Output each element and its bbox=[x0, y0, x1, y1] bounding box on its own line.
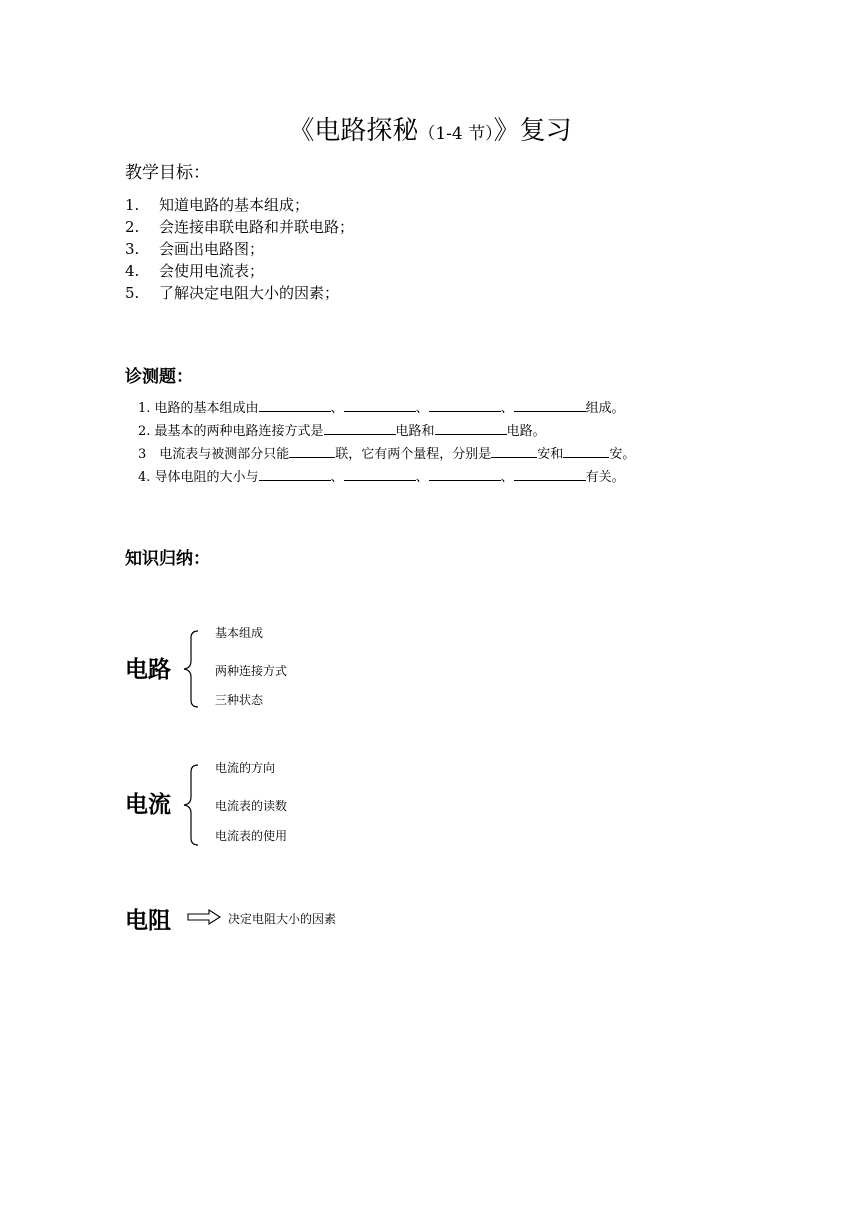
circuit-item: 基本组成 bbox=[215, 626, 264, 640]
current-label: 电流 bbox=[125, 791, 171, 818]
title-suffix: 》复习 bbox=[493, 116, 572, 146]
goal-item: 4. 会使用电流表； bbox=[125, 262, 265, 280]
question-2: 2. 最基本的两种电路连接方式是 电路和 电路。 bbox=[138, 420, 635, 443]
goals-heading: 教学目标： bbox=[125, 163, 210, 183]
answer-blank[interactable] bbox=[514, 398, 586, 412]
knowledge-heading: 知识归纳： bbox=[125, 549, 210, 569]
answer-blank[interactable] bbox=[514, 467, 586, 481]
question-3: 3 电流表与被测部分只能 联，它有两个量程，分别是 安和 安。 bbox=[138, 443, 635, 466]
circuit-label: 电路 bbox=[125, 656, 171, 683]
answer-blank[interactable] bbox=[324, 421, 396, 435]
answer-blank[interactable] bbox=[429, 467, 501, 481]
goals-list bbox=[125, 194, 354, 304]
question-4: 4. 导体电阻的大小与 、 、 、 有关。 bbox=[138, 466, 635, 489]
answer-blank[interactable] bbox=[563, 444, 609, 458]
arrow-right-icon bbox=[187, 909, 221, 925]
circuit-item: 三种状态 bbox=[215, 693, 264, 707]
answer-blank[interactable] bbox=[429, 398, 501, 412]
answer-blank[interactable] bbox=[344, 467, 416, 481]
goal-item: 1. 知道电路的基本组成； bbox=[125, 196, 310, 214]
answer-blank[interactable] bbox=[289, 444, 335, 458]
current-item: 电流的方向 bbox=[215, 761, 276, 775]
current-item: 电流表的读数 bbox=[215, 799, 288, 813]
diagnostic-questions bbox=[138, 397, 635, 489]
answer-blank[interactable] bbox=[435, 421, 507, 435]
answer-blank[interactable] bbox=[259, 467, 331, 481]
brace-icon bbox=[182, 630, 200, 708]
answer-blank[interactable] bbox=[344, 398, 416, 412]
brace-icon bbox=[182, 764, 200, 846]
title-main: 《电路探秘 bbox=[288, 116, 419, 146]
title-section-range: （1-4 节） bbox=[418, 124, 494, 144]
resistance-label: 电阻 bbox=[125, 907, 171, 934]
answer-blank[interactable] bbox=[491, 444, 537, 458]
circuit-item: 两种连接方式 bbox=[215, 664, 288, 678]
question-1: 1. 电路的基本组成由 、 、 、 组成。 bbox=[138, 397, 635, 420]
diagnostic-heading: 诊测题： bbox=[125, 367, 193, 387]
resistance-item: 决定电阻大小的因素 bbox=[228, 912, 337, 926]
goal-item: 5. 了解决定电阻大小的因素； bbox=[125, 284, 340, 302]
current-item: 电流表的使用 bbox=[215, 829, 288, 843]
answer-blank[interactable] bbox=[259, 398, 331, 412]
goal-item: 2. 会连接串联电路和并联电路； bbox=[125, 218, 355, 236]
goal-item: 3. 会画出电路图； bbox=[125, 240, 265, 258]
page-title bbox=[0, 110, 860, 147]
